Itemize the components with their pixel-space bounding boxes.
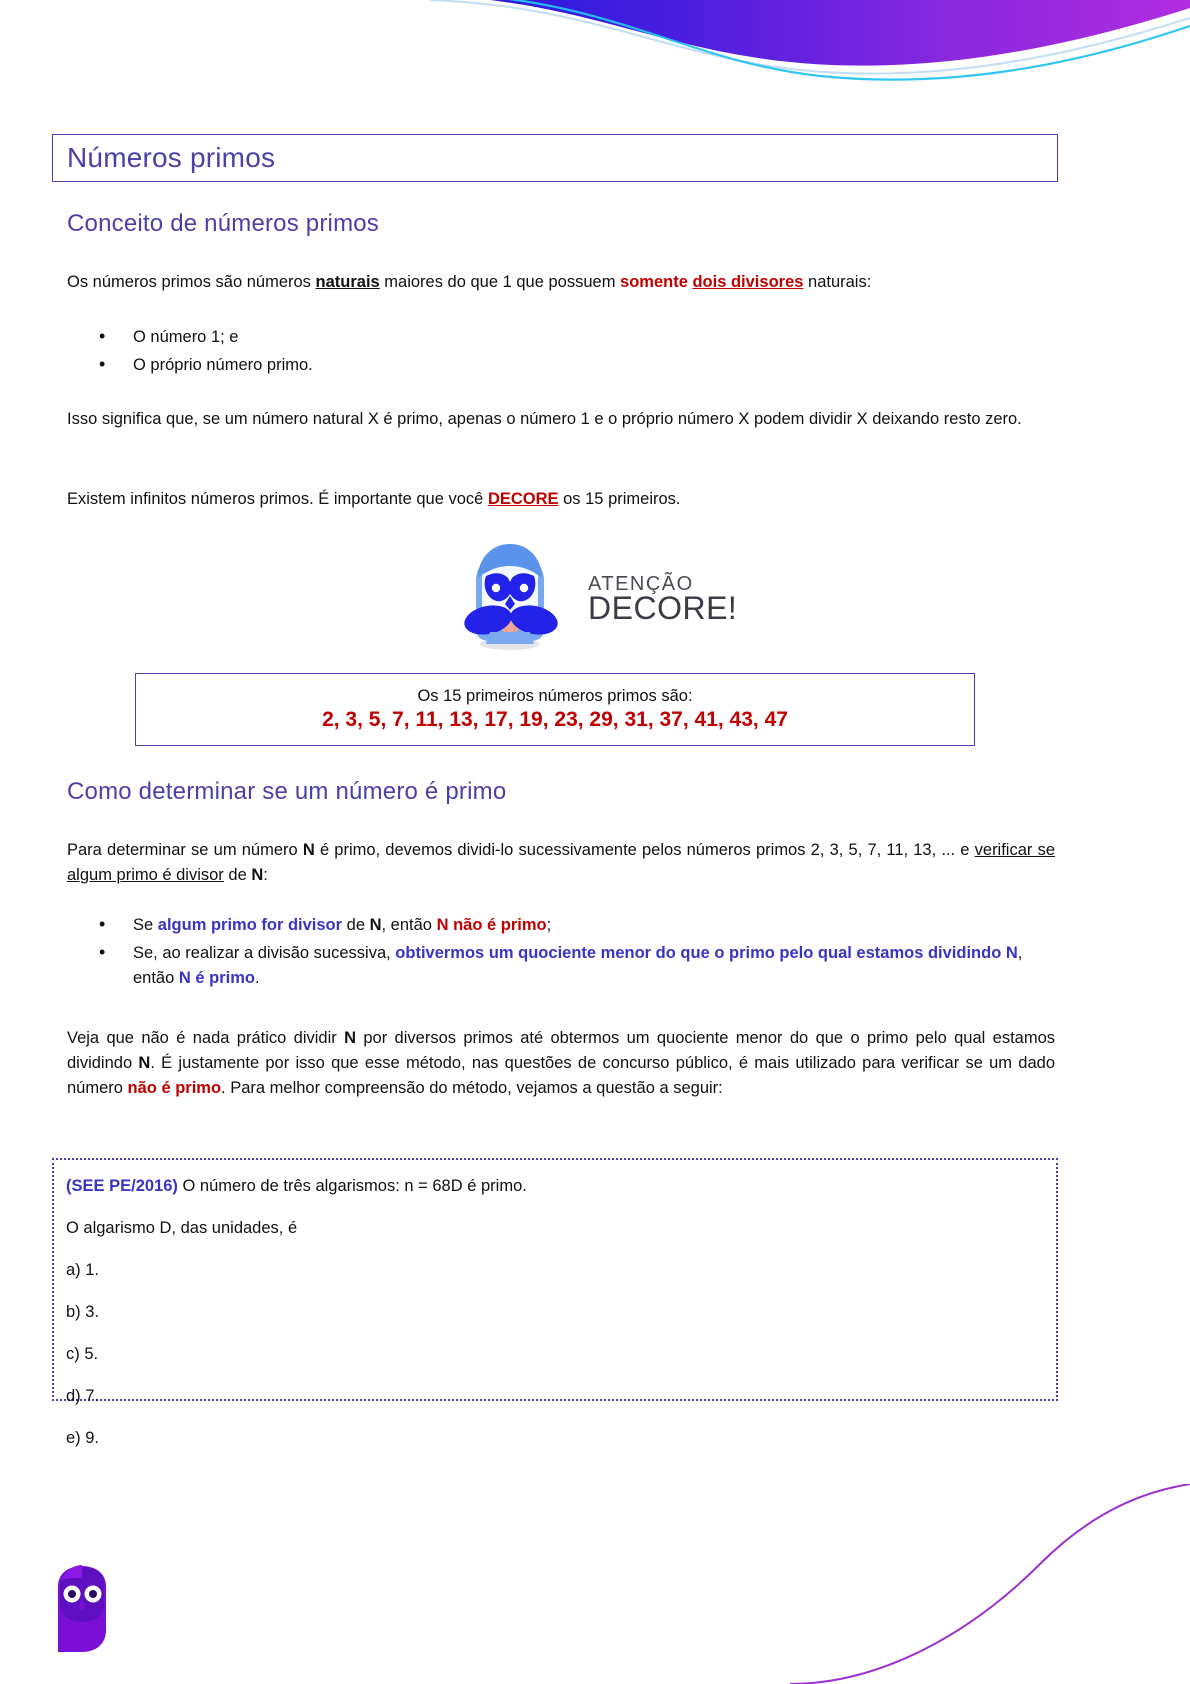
question-option-c[interactable]: c) 5. (66, 1345, 99, 1363)
paragraph-para-determinar (67, 838, 1055, 888)
intro-red-somente: somente (620, 273, 693, 291)
howto-text-2: é primo, devemos dividi-lo sucessivamente pelos números primos 2, 3, 5, 7, 11, 13, ... e (314, 841, 975, 859)
page-title-box (52, 134, 1058, 182)
intro-red-dois-divisores: dois divisores (692, 273, 804, 291)
question-statement (66, 1174, 1044, 1199)
b1-text-1: Se (133, 916, 158, 934)
howto-var-n-2: N (251, 866, 264, 884)
footer-curve-decoration (790, 1484, 1190, 1684)
paragraph-isso-significa: Isso significa que, se um número natural X é primo, apenas o número 1 e o próprio número X podem dividir X deixando resto zero. (67, 410, 1022, 428)
b2-text-3: . (254, 969, 260, 987)
paragraph-veja-que (67, 1026, 1055, 1101)
howto-text-1: Para determinar se um número (67, 841, 303, 859)
b1-text-3: , então (381, 916, 437, 934)
veja-text-4: . Para melhor compreensão do método, vejamos a questão a seguir: (221, 1079, 723, 1097)
header-wave-decoration (0, 0, 1190, 120)
page-title: Números primos (67, 142, 276, 173)
intro-text-3: naturais: (803, 273, 872, 291)
b1-blue-phrase: algum primo for divisor (157, 916, 343, 934)
concept-bullet-list (67, 325, 1057, 381)
existem-text-1: Existem infinitos números primos. É importante que você (67, 490, 488, 508)
intro-text-2: maiores do que 1 que possuem (379, 273, 621, 291)
decore-emphasis: DECORE (487, 490, 559, 508)
question-option-e[interactable]: e) 9. (66, 1429, 100, 1447)
decore-logo-block (438, 534, 738, 652)
question-statement-text: O número de três algarismos: n = 68D é primo. (177, 1177, 527, 1195)
question-option-b[interactable]: b) 3. (66, 1303, 100, 1321)
heading-conceito: Conceito de números primos (67, 210, 380, 237)
list-item: • O número 1; e (67, 325, 1057, 350)
howto-text-3: de (223, 866, 252, 884)
question-prompt: O algarismo D, das unidades, é (66, 1219, 298, 1237)
howto-underline-phrase: verificar se algum primo é divisor (67, 841, 1055, 884)
decore-logo-text (588, 574, 737, 624)
owl-mascot-icon (438, 534, 588, 652)
veja-text-2: por diversos primos até obtermos um quociente menor do que o primo pelo qual estamos dividindo (67, 1029, 1056, 1072)
veja-text-3: . É justamente por isso que esse método, nas questões de concurso público, é mais utilizado para verificar se um dado número (67, 1054, 1056, 1097)
veja-text-1: Veja que não é nada prático dividir (67, 1029, 345, 1047)
question-box (52, 1158, 1058, 1447)
paragraph-intro (67, 270, 1057, 295)
list-item (67, 913, 1057, 938)
question-source: (SEE PE/2016) (66, 1177, 178, 1195)
howto-bullet-list (67, 913, 1057, 994)
existem-text-2: os 15 primeiros. (558, 490, 681, 508)
howto-text-4: : (263, 866, 268, 884)
list-item (67, 941, 1057, 991)
intro-bold-naturais: naturais (315, 273, 380, 291)
b1-text-4: ; (546, 916, 552, 934)
decore-atencao-label: ATENÇÃO (588, 573, 694, 595)
primes-callout-box (135, 673, 975, 746)
veja-red-phrase: não é primo (127, 1079, 222, 1097)
paragraph-existem-infinitos (67, 487, 1057, 512)
veja-var-n-2: N (138, 1054, 151, 1072)
b1-red-phrase: N não é primo (436, 916, 547, 934)
b1-var-n: N (369, 916, 382, 934)
decore-decore-label: DECORE! (588, 590, 738, 626)
question-option-a[interactable]: a) 1. (66, 1261, 100, 1279)
footer-owl-logo-icon (52, 1564, 122, 1654)
question-option-d[interactable]: d) 7. (66, 1387, 100, 1405)
b2-text-1: Se, ao realizar a divisão sucessiva, (133, 944, 396, 962)
b1-text-2: de (342, 916, 370, 934)
list-item: • O próprio número primo. (67, 353, 1057, 378)
veja-var-n-1: N (344, 1029, 357, 1047)
primes-caption: Os 15 primeiros números primos são: (417, 687, 693, 705)
b2-blue-phrase-2: N é primo (178, 969, 255, 987)
heading-como-determinar: Como determinar se um número é primo (67, 778, 507, 805)
b2-blue-phrase: obtivermos um quociente menor do que o primo pelo qual estamos dividindo N (395, 944, 1018, 962)
howto-var-n-1: N (302, 841, 315, 859)
intro-text-1: Os números primos são números (67, 273, 316, 291)
b2-text-2: , então (133, 944, 1023, 987)
primes-numbers: 2, 3, 5, 7, 11, 13, 17, 19, 23, 29, 31, 37, 41, 43, 47 (322, 708, 788, 731)
